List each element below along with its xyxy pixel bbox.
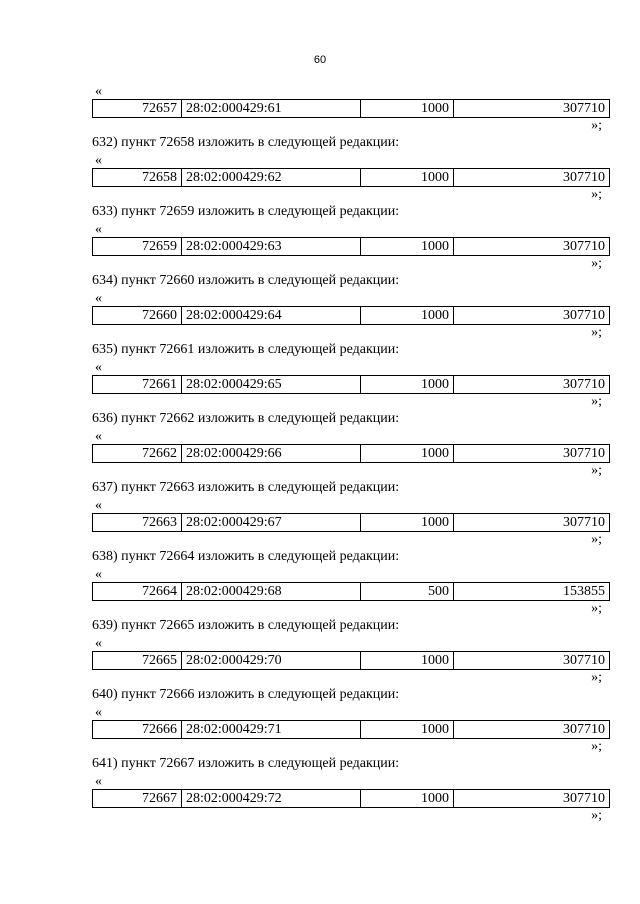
opening-quote: « [95,498,102,513]
opening-quote: « [95,567,102,582]
table-row [93,445,610,463]
amendment-block [92,340,610,409]
amendment-heading: 637) пункт 72663 изложить в следующей редакции: [92,480,400,495]
amendment-heading: 636) пункт 72662 изложить в следующей редакции: [92,411,400,426]
opening-quote: « [95,429,102,444]
cadastral-number-cell: 28:02:000429:72 [182,790,361,808]
cadastral-number-cell: 28:02:000429:64 [182,307,361,325]
entry-table [92,306,610,325]
cadastral-number-cell: 28:02:000429:71 [182,721,361,739]
area-cell: 1000 [361,169,454,187]
table-row [93,238,610,256]
cadastral-number-cell: 28:02:000429:65 [182,376,361,394]
area-cell: 1000 [361,514,454,532]
value-cell: 307710 [454,169,610,187]
amendment-block [92,616,610,685]
cadastral-number-cell: 28:02:000429:62 [182,169,361,187]
value-cell: 307710 [454,445,610,463]
entry-number-cell: 72659 [93,238,182,256]
table-row [93,514,610,532]
amendment-block [92,547,610,616]
closing-quote: »; [591,256,602,271]
amendment-heading: 634) пункт 72660 изложить в следующей редакции: [92,273,400,288]
table-row [93,307,610,325]
entry-number-cell: 72658 [93,169,182,187]
entry-number-cell: 72667 [93,790,182,808]
table-row [93,721,610,739]
area-cell: 1000 [361,721,454,739]
entry-number-cell: 72664 [93,583,182,601]
entry-table [92,444,610,463]
table-row [93,790,610,808]
closing-quote: »; [591,808,602,823]
entry-table [92,513,610,532]
amendment-heading: 639) пункт 72665 изложить в следующей редакции: [92,618,400,633]
closing-quote: »; [591,118,602,133]
opening-quote: « [95,153,102,168]
closing-quote: »; [591,187,602,202]
closing-quote: »; [591,325,602,340]
entry-number-cell: 72662 [93,445,182,463]
entry-table [92,651,610,670]
value-cell: 307710 [454,790,610,808]
area-cell: 1000 [361,100,454,118]
table-row [93,100,610,118]
value-cell: 307710 [454,376,610,394]
entry-number-cell: 72663 [93,514,182,532]
amendment-block [92,202,610,271]
entry-number-cell: 72665 [93,652,182,670]
amendment-heading: 632) пункт 72658 изложить в следующей редакции: [92,135,400,150]
value-cell: 307710 [454,307,610,325]
entry-number-cell: 72660 [93,307,182,325]
page-number: 60 [313,54,327,66]
value-cell: 307710 [454,514,610,532]
amendment-heading: 640) пункт 72666 изложить в следующей редакции: [92,687,400,702]
opening-quote: « [95,84,102,99]
cadastral-number-cell: 28:02:000429:68 [182,583,361,601]
opening-quote: « [95,291,102,306]
entry-table [92,375,610,394]
entry-table [92,237,610,256]
entry-number-cell: 72661 [93,376,182,394]
area-cell: 1000 [361,307,454,325]
entry-number-cell: 72657 [93,100,182,118]
amendment-block [92,409,610,478]
entry-table [92,582,610,601]
entry-table [92,99,610,118]
document-body [92,84,610,823]
value-cell: 307710 [454,100,610,118]
opening-quote: « [95,360,102,375]
value-cell: 307710 [454,652,610,670]
closing-quote: »; [591,739,602,754]
value-cell: 307710 [454,721,610,739]
closing-quote: »; [591,463,602,478]
table-row [93,583,610,601]
cadastral-number-cell: 28:02:000429:66 [182,445,361,463]
area-cell: 1000 [361,652,454,670]
amendment-block [92,133,610,202]
amendment-block [92,754,610,823]
entry-number-cell: 72666 [93,721,182,739]
area-cell: 1000 [361,445,454,463]
entry-table [92,789,610,808]
opening-quote: « [95,222,102,237]
closing-quote: »; [591,394,602,409]
entry-table [92,168,610,187]
cadastral-number-cell: 28:02:000429:67 [182,514,361,532]
table-row [93,169,610,187]
amendment-heading: 641) пункт 72667 изложить в следующей редакции: [92,756,400,771]
opening-quote: « [95,705,102,720]
entry-table [92,720,610,739]
amendment-block [92,685,610,754]
amendment-heading: 633) пункт 72659 изложить в следующей редакции: [92,204,400,219]
opening-quote: « [95,774,102,789]
value-cell: 153855 [454,583,610,601]
area-cell: 1000 [361,790,454,808]
cadastral-number-cell: 28:02:000429:70 [182,652,361,670]
amendment-block [92,84,610,133]
cadastral-number-cell: 28:02:000429:61 [182,100,361,118]
closing-quote: »; [591,601,602,616]
amendment-heading: 638) пункт 72664 изложить в следующей редакции: [92,549,400,564]
table-row [93,376,610,394]
table-row [93,652,610,670]
amendment-block [92,478,610,547]
area-cell: 1000 [361,238,454,256]
cadastral-number-cell: 28:02:000429:63 [182,238,361,256]
opening-quote: « [95,636,102,651]
closing-quote: »; [591,670,602,685]
area-cell: 500 [361,583,454,601]
area-cell: 1000 [361,376,454,394]
value-cell: 307710 [454,238,610,256]
closing-quote: »; [591,532,602,547]
amendment-heading: 635) пункт 72661 изложить в следующей редакции: [92,342,400,357]
amendment-block [92,271,610,340]
